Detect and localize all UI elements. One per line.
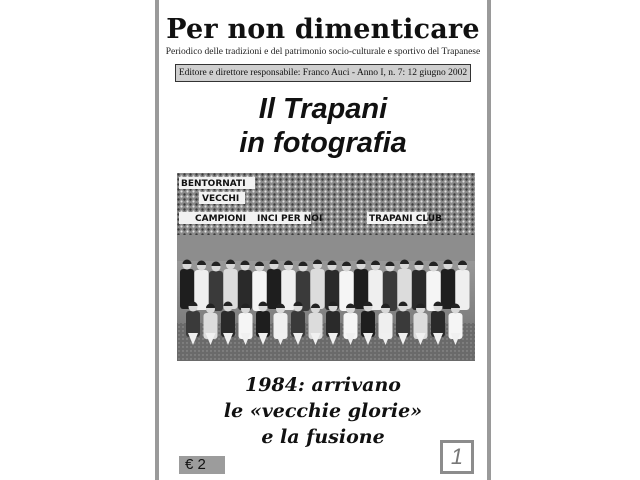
- caption-line-2: le «vecchie glorie»: [223, 400, 423, 422]
- issue-number-box: 1: [440, 440, 474, 474]
- headline: [159, 92, 487, 160]
- team-photo: [177, 173, 475, 361]
- price-value: 2: [197, 456, 206, 473]
- caption-line-1: 1984: arrivano: [245, 374, 401, 396]
- price-badge: [179, 456, 225, 474]
- masthead-subtitle: Periodico delle tradizioni e del patrimonio socio-culturale e sportivo del Trapanese: [165, 47, 481, 57]
- euro-icon: €: [185, 456, 194, 473]
- banner-text-2: VECCHI: [202, 194, 240, 204]
- headline-line-2: in fotografia: [239, 127, 407, 159]
- banner-text-5: TRAPANI CLUB: [369, 214, 442, 224]
- team-photo-image: [177, 173, 475, 361]
- magazine-cover: [155, 0, 491, 480]
- banner-text-3: CAMPIONI: [195, 214, 247, 224]
- caption-line-3: e la fusione: [261, 426, 385, 448]
- headline-line-1: Il Trapani: [258, 93, 388, 125]
- banner-text-4: INCI PER NOI: [257, 214, 323, 224]
- masthead-title: Per non dimenticare: [166, 14, 480, 45]
- cover-caption: [159, 372, 487, 450]
- editor-info-bar: Editore e direttore responsabile: Franco Auci - Anno I, n. 7: 12 giugno 2002: [175, 64, 471, 82]
- banner-text-1: BENTORNATI: [181, 179, 246, 189]
